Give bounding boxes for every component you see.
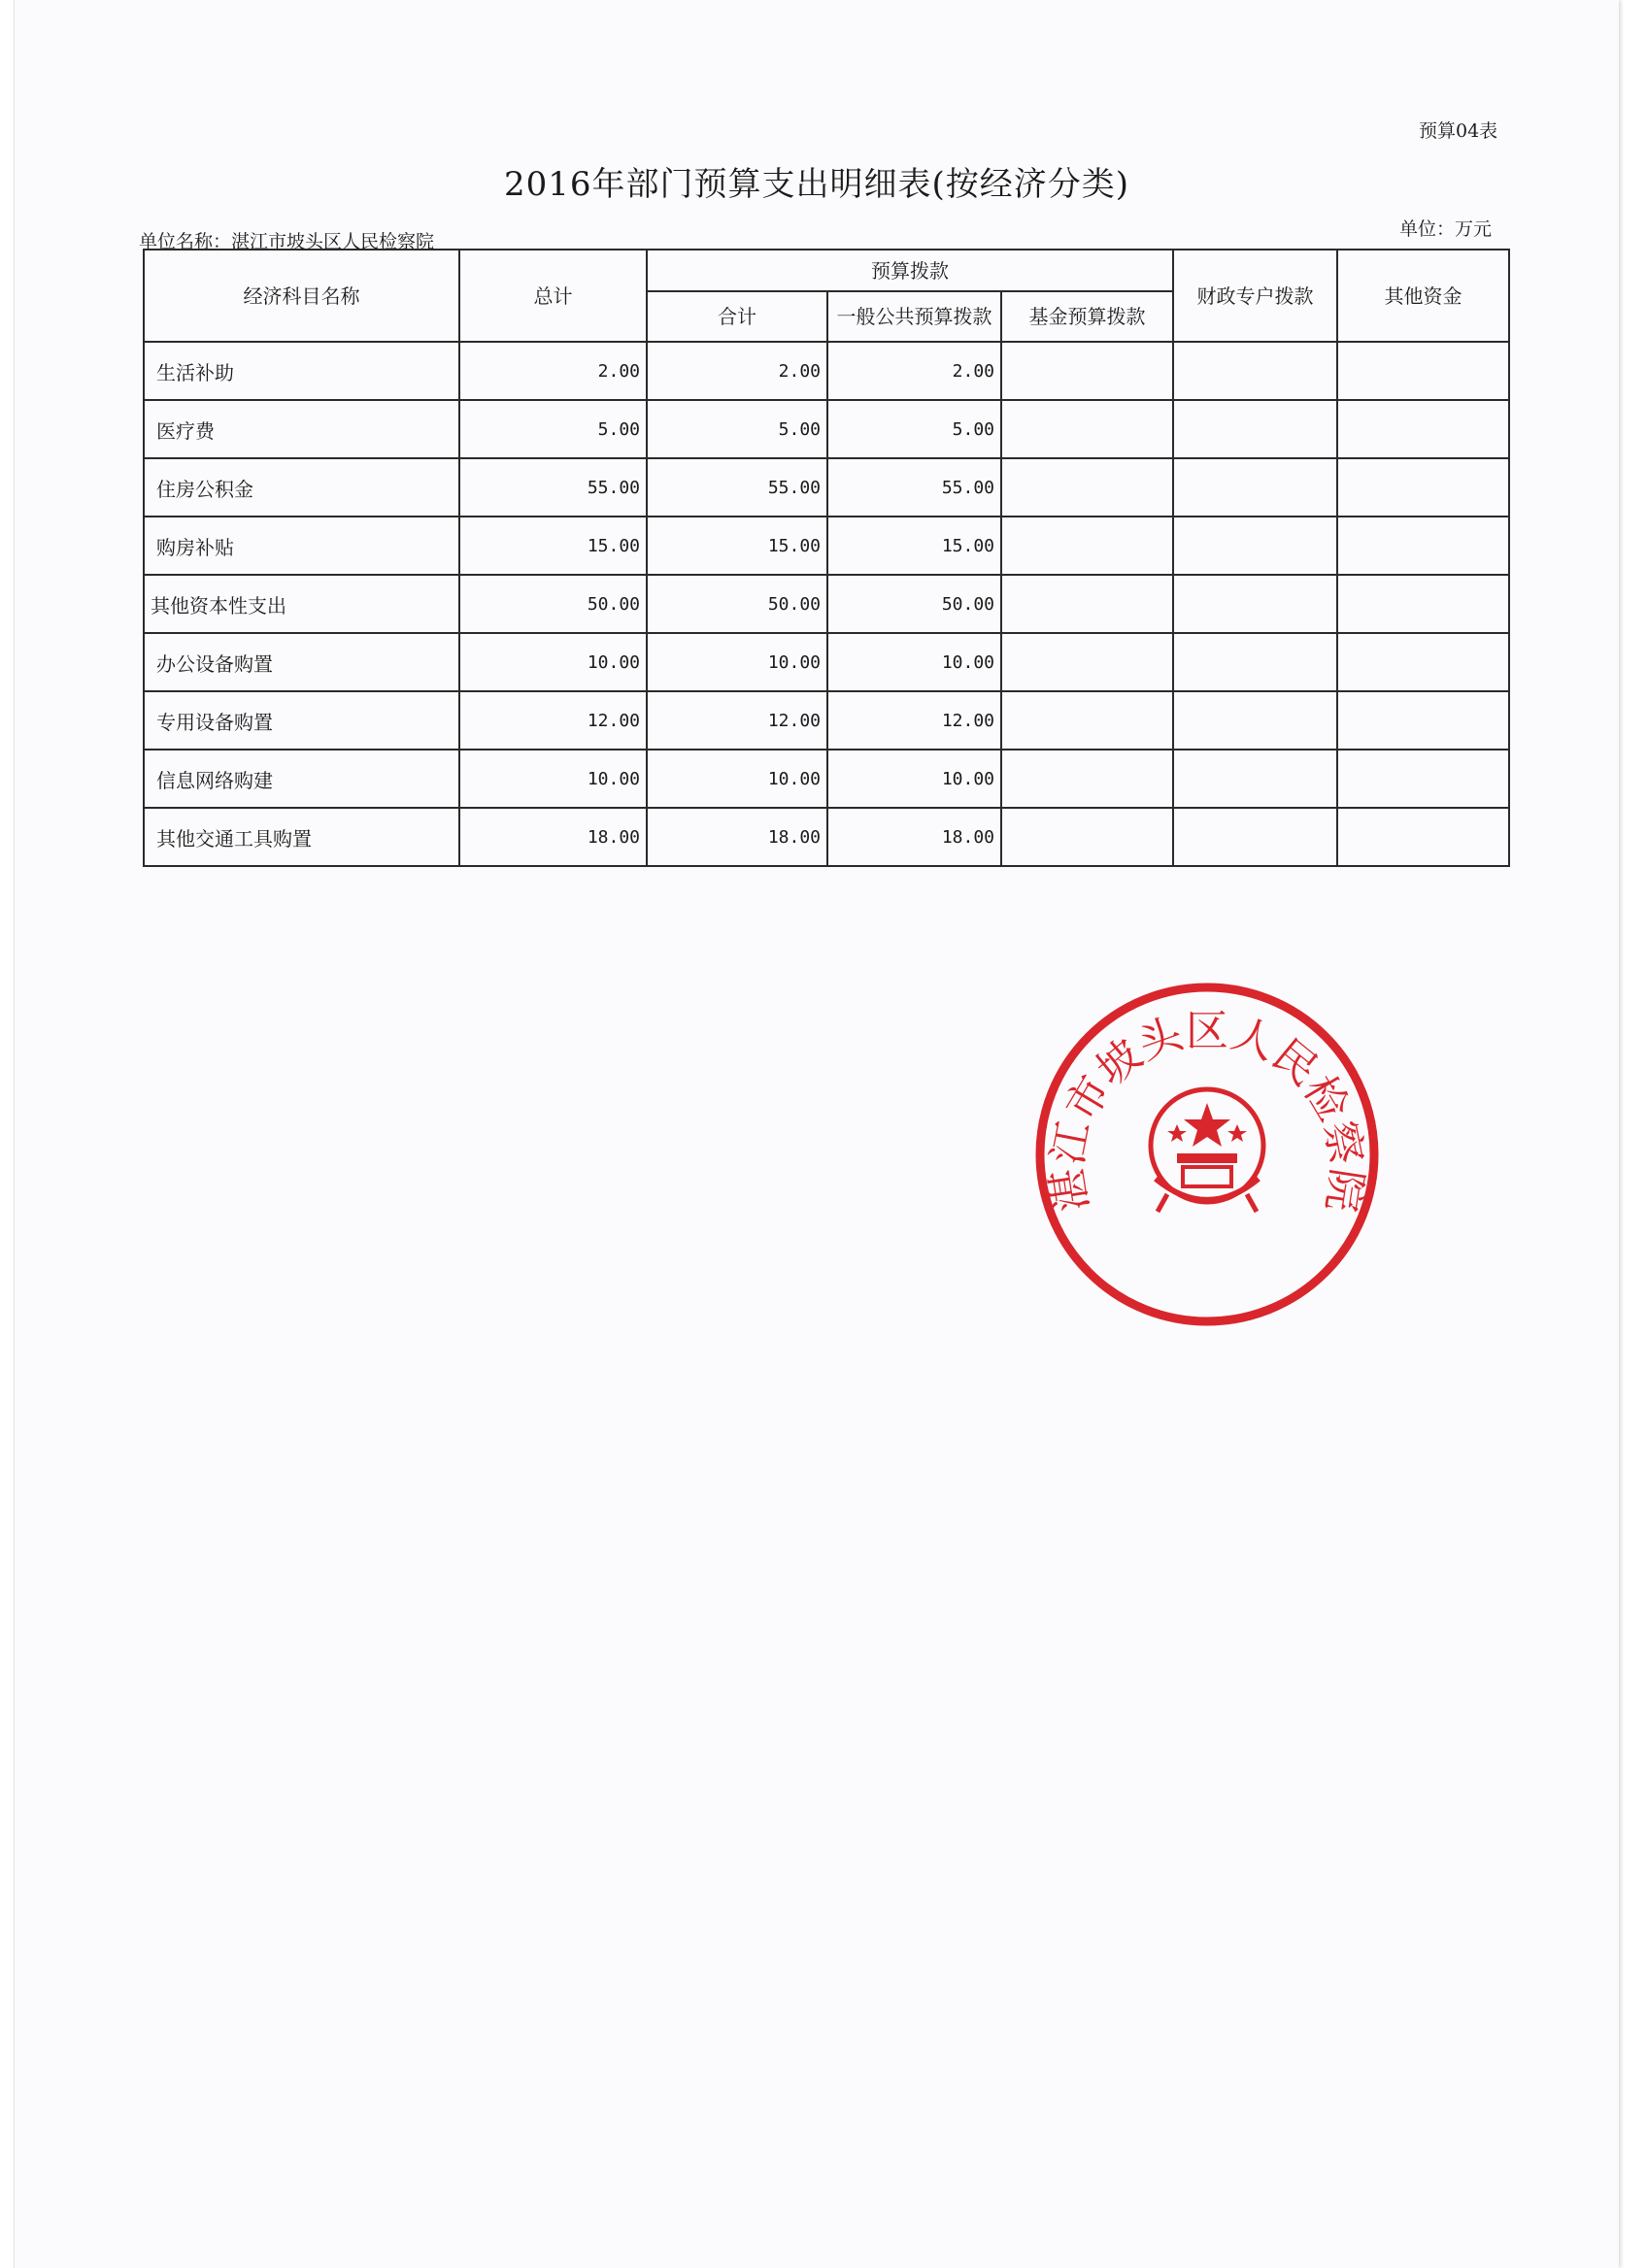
row-subtotal: 55.00: [647, 458, 827, 517]
row-special: [1173, 808, 1337, 866]
row-special: [1173, 458, 1337, 517]
row-fund: [1001, 400, 1173, 458]
header-fund: 基金预算拨款: [1001, 291, 1173, 342]
row-name: 生活补助: [144, 342, 459, 400]
row-total: 5.00: [459, 400, 647, 458]
row-general: 10.00: [827, 750, 1001, 808]
header-budget-group: 预算拨款: [647, 250, 1173, 291]
row-other: [1337, 342, 1509, 400]
row-total: 2.00: [459, 342, 647, 400]
row-name: 购房补贴: [144, 517, 459, 575]
form-number: 预算04表: [1419, 120, 1498, 142]
row-other: [1337, 750, 1509, 808]
seal-text: 湛江市坡头区人民检察院: [1042, 1006, 1372, 1216]
table-row: [144, 458, 1509, 517]
header-item: 经济科目名称: [144, 250, 459, 342]
row-special: [1173, 517, 1337, 575]
row-special: [1173, 342, 1337, 400]
row-other: [1337, 575, 1509, 633]
header-special: 财政专户拨款: [1173, 250, 1337, 342]
row-general: 50.00: [827, 575, 1001, 633]
table-row: [144, 400, 1509, 458]
table-row: [144, 342, 1509, 400]
row-general: 12.00: [827, 691, 1001, 750]
unit-name: 单位名称：湛江市坡头区人民检察院: [139, 231, 435, 252]
national-emblem-icon: [1151, 1089, 1263, 1212]
header-subtotal: 合计: [647, 291, 827, 342]
table-row: [144, 750, 1509, 808]
row-other: [1337, 808, 1509, 866]
table-row: [144, 691, 1509, 750]
row-special: [1173, 575, 1337, 633]
header-general: 一般公共预算拨款: [827, 291, 1001, 342]
row-fund: [1001, 575, 1173, 633]
table-row: [144, 517, 1509, 575]
row-total: 50.00: [459, 575, 647, 633]
row-other: [1337, 458, 1509, 517]
row-name: 办公设备购置: [144, 633, 459, 691]
row-subtotal: 5.00: [647, 400, 827, 458]
row-subtotal: 15.00: [647, 517, 827, 575]
row-fund: [1001, 808, 1173, 866]
header-total: 总计: [459, 250, 647, 342]
budget-table: [143, 249, 1510, 867]
row-total: 55.00: [459, 458, 647, 517]
row-general: 5.00: [827, 400, 1001, 458]
official-seal: [1031, 979, 1383, 1330]
row-subtotal: 12.00: [647, 691, 827, 750]
row-subtotal: 10.00: [647, 750, 827, 808]
row-subtotal: 2.00: [647, 342, 827, 400]
table-row-category: [144, 575, 1509, 633]
row-general: 15.00: [827, 517, 1001, 575]
row-fund: [1001, 458, 1173, 517]
row-fund: [1001, 342, 1173, 400]
row-fund: [1001, 517, 1173, 575]
document-page: [14, 0, 1619, 2268]
row-special: [1173, 691, 1337, 750]
row-subtotal: 10.00: [647, 633, 827, 691]
row-total: 10.00: [459, 750, 647, 808]
row-special: [1173, 633, 1337, 691]
row-other: [1337, 691, 1509, 750]
row-general: 10.00: [827, 633, 1001, 691]
row-total: 18.00: [459, 808, 647, 866]
unit-label: 单位：万元: [1399, 218, 1493, 240]
row-fund: [1001, 633, 1173, 691]
row-name: 专用设备购置: [144, 691, 459, 750]
table-row: [144, 808, 1509, 866]
row-name: 信息网络购建: [144, 750, 459, 808]
page-title: 2016年部门预算支出明细表(按经济分类): [503, 165, 1130, 204]
row-name: 其他资本性支出: [144, 575, 459, 633]
table-row: [144, 633, 1509, 691]
row-name: 医疗费: [144, 400, 459, 458]
row-name: 住房公积金: [144, 458, 459, 517]
row-general: 2.00: [827, 342, 1001, 400]
row-other: [1337, 633, 1509, 691]
row-total: 10.00: [459, 633, 647, 691]
row-subtotal: 18.00: [647, 808, 827, 866]
row-other: [1337, 400, 1509, 458]
row-name: 其他交通工具购置: [144, 808, 459, 866]
row-other: [1337, 517, 1509, 575]
row-special: [1173, 400, 1337, 458]
row-general: 55.00: [827, 458, 1001, 517]
row-total: 12.00: [459, 691, 647, 750]
header-other: 其他资金: [1337, 250, 1509, 342]
row-total: 15.00: [459, 517, 647, 575]
row-subtotal: 50.00: [647, 575, 827, 633]
row-fund: [1001, 750, 1173, 808]
row-fund: [1001, 691, 1173, 750]
row-general: 18.00: [827, 808, 1001, 866]
row-special: [1173, 750, 1337, 808]
